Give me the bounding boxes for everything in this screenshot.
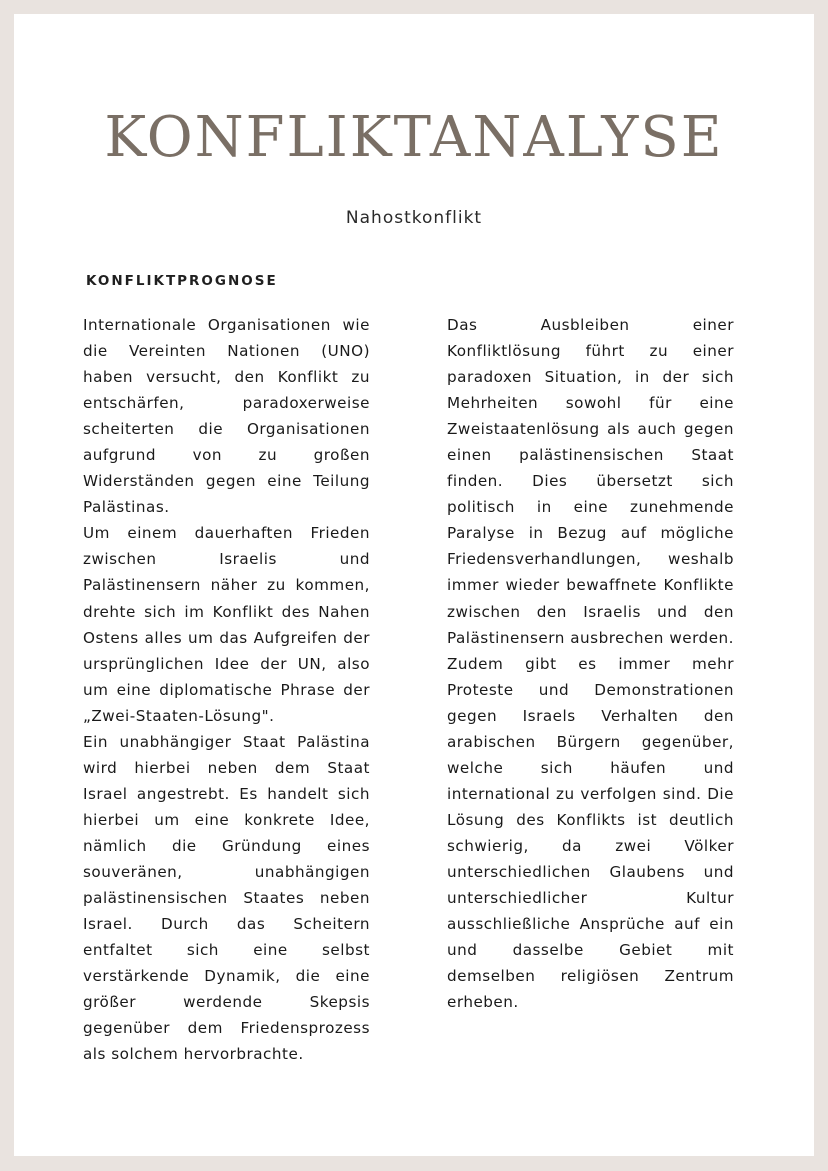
section-heading: KONFLIKTPROGNOSE — [86, 273, 278, 289]
paragraph: Das Ausbleiben einer Konfliktlösung führt zu einer paradoxen Situation, in der sich Mehrheiten sowohl für eine Zweistaatenlösung als auch gegen einen palästinensischen Staat finden. Dies übersetzt sich politisch in eine zunehmende Paralyse in Bezug auf mögliche Friedensverhandlungen, weshalb immer wieder bewaffnete Konflikte zwischen den Israelis und den Palästinensern ausbrechen werden. Zudem gibt es immer mehr Proteste und Demonstrationen gegen Israels Verhalten den arabischen Bürgern gegenüber, welche sich häufen und international zu verfolgen sind. Die Lösung des Konflikts ist deutlich schwierig, da zwei Völker unterschiedlichen Glaubens und unterschiedlicher Kultur ausschließliche Ansprüche auf ein und dasselbe Gebiet mit demselben religiösen Zentrum erheben. — [447, 316, 734, 1012]
left-text-column — [83, 312, 370, 1067]
paragraph: Ein unabhängiger Staat Palästina wird hierbei neben dem Staat Israel angestrebt. Es handelt sich hierbei um eine konkrete Idee, nämlich die Gründung eines souveränen, unabhängigen palästinensischen Staates neben Israel. Durch das Scheitern entfaltet sich eine selbst verstärkende Dynamik, die eine größer werdende Skepsis gegenüber dem Friedensprozess als solchem hervorbrachte. — [83, 732, 370, 1064]
document-page — [14, 14, 814, 1156]
right-text-column — [447, 312, 734, 1015]
document-title: KONFLIKTANALYSE — [104, 105, 724, 170]
document-subtitle: Nahostkonflikt — [345, 208, 483, 228]
paragraph: Internationale Organisationen wie die Vereinten Nationen (UNO) haben versucht, den Konflikt zu entschärfen, paradoxerweise scheiterten die Organisationen aufgrund von zu großen Widerständen gegen eine Teilung Palästinas. — [83, 316, 370, 517]
paragraph: Um einem dauerhaften Frieden zwischen Israelis und Palästinensern näher zu kommen, drehte sich im Konflikt des Nahen Ostens alles um das Aufgreifen der ursprünglichen Idee der UN, also um eine diplomatische Phrase der „Zwei-Staaten-Lösung". — [83, 524, 370, 725]
